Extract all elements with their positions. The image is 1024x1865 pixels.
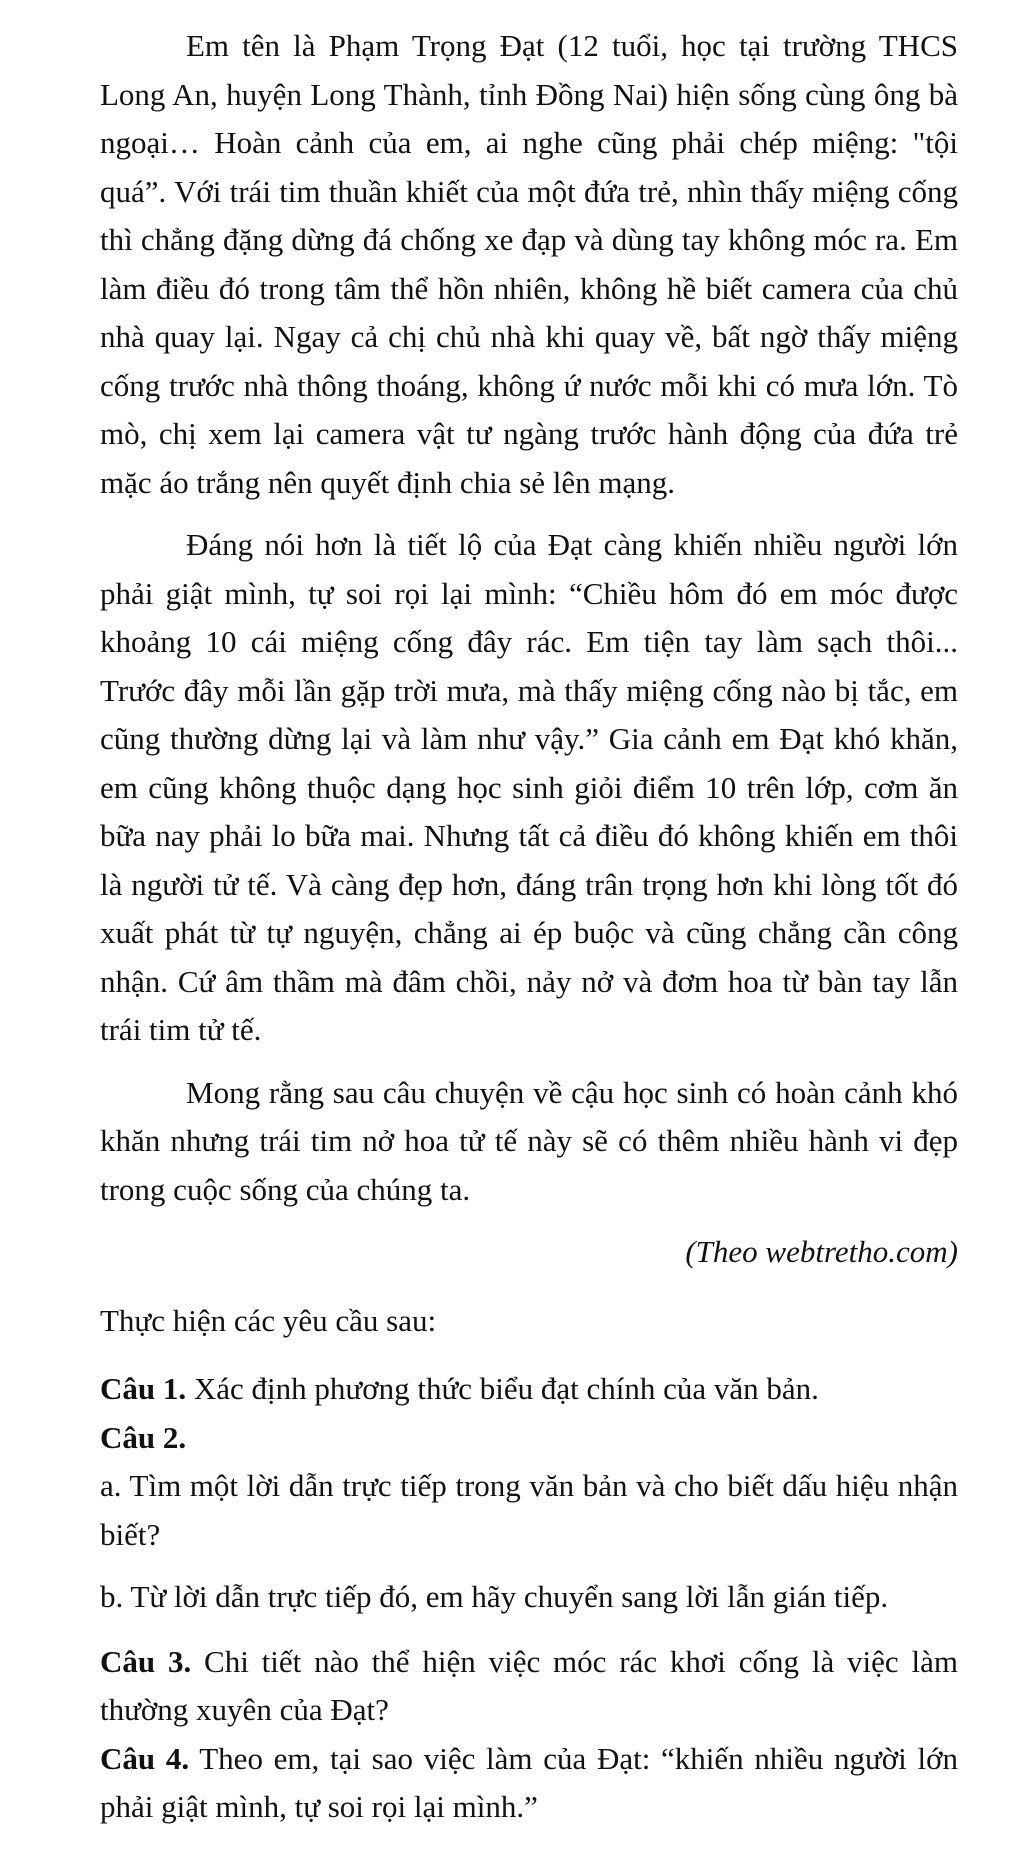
article: [100, 22, 958, 1277]
paragraph-1: Em tên là Phạm Trọng Đạt (12 tuổi, học tại trường THCS Long An, huyện Long Thành, tỉnh Đồng Nai) hiện sống cùng ông bà ngoại… Hoàn cảnh của em, ai nghe cũng phải chép miệng: "tội quá”. Với trái tim thuần khiết của một đứa trẻ, nhìn thấy miệng cống thì chẳng đặng dừng đá chống xe đạp và dùng tay không móc ra. Em làm điều đó trong tâm thể hồn nhiên, không hề biết camera của chủ nhà quay lại. Ngay cả chị chủ nhà khi quay về, bất ngờ thấy miệng cống trước nhà thông thoáng, không ứ nước mỗi khi có mưa lớn. Tò mò, chị xem lại camera vật tư ngàng trước hành động của đứa trẻ mặc áo trắng nên quyết định chia sẻ lên mạng.: [100, 28, 958, 500]
paragraph-3: Mong rằng sau câu chuyện về cậu học sinh có hoàn cảnh khó khăn nhưng trái tim nở hoa tử tế này sẽ có thêm nhiều hành vi đẹp trong cuộc sống của chúng ta.: [100, 1074, 958, 1207]
question-3: [100, 1638, 958, 1735]
question-2: [100, 1414, 958, 1463]
question-4: [100, 1735, 958, 1832]
source-citation: (Theo webtretho.com): [685, 1234, 958, 1269]
question-4-text: Theo em, tại sao việc làm của Đạt: “khiến nhiều người lớn phải giật mình, tự soi rọi lại mình.”: [100, 1740, 958, 1824]
question-3-text: Chi tiết nào thể hiện việc móc rác khơi cống là việc làm thường xuyên của Đạt?: [100, 1643, 958, 1727]
question-2-label: Câu 2.: [100, 1419, 187, 1455]
questions-section: [100, 1297, 958, 1832]
question-2b: b. Từ lời dẫn trực tiếp đó, em hãy chuyển sang lời lẫn gián tiếp.: [100, 1579, 889, 1614]
paragraph-2: Đáng nói hơn là tiết lộ của Đạt càng khiến nhiều người lớn phải giật mình, tự soi rọi lại mình: “Chiều hôm đó em móc được khoảng 10 cái miệng cống đây rác. Em tiện tay làm sạch thôi... Trước đây mỗi lần gặp trời mưa, mà thấy miệng cống nào bị tắc, em cũng thường dừng lại và làm như vậy.” Gia cảnh em Đạt khó khăn, em cũng không thuộc dạng học sinh giỏi điểm 10 trên lớp, cơm ăn bữa nay phải lo bữa mai. Nhưng tất cả điều đó không khiến em thôi là người tử tế. Và càng đẹp hơn, đáng trân trọng hơn khi lòng tốt đó xuất phát từ tự nguyện, chẳng ai ép buộc và cũng chẳng cần công nhận. Cứ âm thầm mà đâm chồi, nảy nở và đơm hoa từ bàn tay lẫn trái tim tử tế.: [100, 527, 958, 1047]
question-3-label: Câu 3.: [100, 1643, 192, 1679]
question-4-label: Câu 4.: [100, 1740, 190, 1776]
requirements-heading: Thực hiện các yêu cầu sau:: [100, 1302, 437, 1338]
question-1: [100, 1365, 958, 1414]
question-1-text: Xác định phương thức biểu đạt chính của văn bản.: [186, 1371, 819, 1406]
question-2a: a. Tìm một lời dẫn trực tiếp trong văn bản và cho biết dấu hiệu nhận biết?: [100, 1468, 958, 1552]
question-1-label: Câu 1.: [100, 1371, 187, 1406]
